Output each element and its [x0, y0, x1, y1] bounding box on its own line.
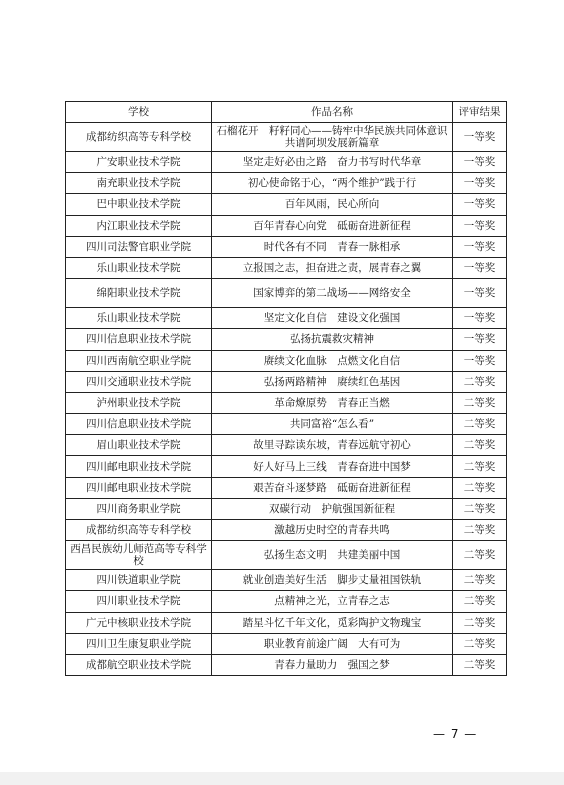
- awards-table: [65, 101, 507, 676]
- cell-school: 成都纺织高等专科学校: [66, 123, 212, 152]
- cell-result: 二等奖: [453, 591, 507, 612]
- cell-school: 四川交通职业技术学院: [66, 371, 212, 392]
- cell-work-title: 青春力量助力 强国之梦: [212, 654, 453, 675]
- table-row: [66, 520, 507, 541]
- cell-work-title: 艰苦奋斗逐梦路 砥砺奋进新征程: [212, 477, 453, 498]
- table-row: [66, 350, 507, 371]
- cell-work-title: 就业创造美好生活 脚步丈量祖国铁轨: [212, 570, 453, 591]
- table-row: [66, 371, 507, 392]
- cell-result: 一等奖: [453, 329, 507, 350]
- cell-work-title: 职业教育前途广阔 大有可为: [212, 633, 453, 654]
- table-row: [66, 329, 507, 350]
- table-row: [66, 456, 507, 477]
- table-row: [66, 194, 507, 215]
- cell-result: 二等奖: [453, 414, 507, 435]
- cell-result: 一等奖: [453, 279, 507, 308]
- header-result: 评审结果: [453, 102, 507, 123]
- table-row: [66, 633, 507, 654]
- cell-work-title: 赓续文化血脉 点燃文化自信: [212, 350, 453, 371]
- cell-work-title: 初心使命铭于心，“两个维护”践于行: [212, 173, 453, 194]
- cell-result: 二等奖: [453, 456, 507, 477]
- cell-school: 四川铁道职业学院: [66, 570, 212, 591]
- cell-work-title: 时代各有不同 青春一脉相承: [212, 236, 453, 257]
- table-row: [66, 152, 507, 173]
- table-row: [66, 236, 507, 257]
- cell-work-title: 弘扬生态文明 共建美丽中国: [212, 541, 453, 570]
- cell-work-title: 故里寻踪读东坡，青春远航守初心: [212, 435, 453, 456]
- cell-result: 一等奖: [453, 152, 507, 173]
- cell-school: 成都纺织高等专科学校: [66, 520, 212, 541]
- cell-result: 一等奖: [453, 123, 507, 152]
- cell-result: 二等奖: [453, 477, 507, 498]
- cell-school: 广元中核职业技术学院: [66, 612, 212, 633]
- cell-work-title: 革命燎原势 青春正当燃: [212, 392, 453, 413]
- cell-work-title: 点精神之光，立青春之志: [212, 591, 453, 612]
- cell-work-title: 踏星斗忆千年文化，觅彩陶护文物瑰宝: [212, 612, 453, 633]
- cell-school: 泸州职业技术学院: [66, 392, 212, 413]
- cell-work-title: 百年风雨，民心所向: [212, 194, 453, 215]
- cell-school: 四川司法警官职业学院: [66, 236, 212, 257]
- cell-school: 乐山职业技术学院: [66, 257, 212, 278]
- table-body: [66, 123, 507, 676]
- cell-school: 四川卫生康复职业学院: [66, 633, 212, 654]
- cell-result: 二等奖: [453, 435, 507, 456]
- cell-work-title: 共同富裕“怎么看”: [212, 414, 453, 435]
- table-row: [66, 215, 507, 236]
- table-row: [66, 279, 507, 308]
- table-row: [66, 654, 507, 675]
- cell-result: 一等奖: [453, 257, 507, 278]
- cell-result: 一等奖: [453, 173, 507, 194]
- cell-work-title: 立报国之志，担奋进之责，展青春之翼: [212, 257, 453, 278]
- table-row: [66, 570, 507, 591]
- table-row: [66, 541, 507, 570]
- cell-result: 一等奖: [453, 350, 507, 371]
- cell-result: 二等奖: [453, 541, 507, 570]
- cell-work-title: 好人好马上三线 青春奋进中国梦: [212, 456, 453, 477]
- cell-result: 一等奖: [453, 236, 507, 257]
- cell-result: 一等奖: [453, 194, 507, 215]
- table-row: [66, 173, 507, 194]
- cell-school: 巴中职业技术学院: [66, 194, 212, 215]
- cell-work-title: 双碳行动 护航强国新征程: [212, 498, 453, 519]
- cell-work-title: 激越历史时空的青春共鸣: [212, 520, 453, 541]
- cell-result: 二等奖: [453, 392, 507, 413]
- cell-school: 四川职业技术学院: [66, 591, 212, 612]
- cell-school: 四川信息职业技术学院: [66, 329, 212, 350]
- cell-school: 广安职业技术学院: [66, 152, 212, 173]
- cell-work-title: 坚定走好必由之路 奋力书写时代华章: [212, 152, 453, 173]
- table-header-row: [66, 102, 507, 123]
- table-row: [66, 123, 507, 152]
- cell-work-title: 百年青春心向党 砥砺奋进新征程: [212, 215, 453, 236]
- cell-school: 四川商务职业学院: [66, 498, 212, 519]
- cell-school: 四川信息职业技术学院: [66, 414, 212, 435]
- cell-result: 二等奖: [453, 371, 507, 392]
- header-school: 学校: [66, 102, 212, 123]
- cell-school: 四川西南航空职业学院: [66, 350, 212, 371]
- cell-work-title: 弘扬两路精神 赓续红色基因: [212, 371, 453, 392]
- table-row: [66, 392, 507, 413]
- cell-result: 二等奖: [453, 654, 507, 675]
- cell-work-title: 国家博弈的第二战场——网络安全: [212, 279, 453, 308]
- table-row: [66, 498, 507, 519]
- table-row: [66, 414, 507, 435]
- table-row: [66, 435, 507, 456]
- cell-result: 二等奖: [453, 498, 507, 519]
- table-row: [66, 477, 507, 498]
- table-row: [66, 612, 507, 633]
- cell-result: 二等奖: [453, 633, 507, 654]
- cell-result: 一等奖: [453, 215, 507, 236]
- table-row: [66, 591, 507, 612]
- cell-school: 眉山职业技术学院: [66, 435, 212, 456]
- cell-result: 二等奖: [453, 612, 507, 633]
- table-row: [66, 257, 507, 278]
- cell-school: 南充职业技术学院: [66, 173, 212, 194]
- cell-school: 绵阳职业技术学院: [66, 279, 212, 308]
- cell-work-title: 弘扬抗震救灾精神: [212, 329, 453, 350]
- cell-work-title: 坚定文化自信 建设文化强国: [212, 308, 453, 329]
- cell-school: 乐山职业技术学院: [66, 308, 212, 329]
- cell-result: 一等奖: [453, 308, 507, 329]
- cell-result: 二等奖: [453, 570, 507, 591]
- cell-school: 四川邮电职业技术学院: [66, 456, 212, 477]
- cell-school: 内江职业技术学院: [66, 215, 212, 236]
- cell-school: 成都航空职业技术学院: [66, 654, 212, 675]
- cell-result: 二等奖: [453, 520, 507, 541]
- cell-school: 四川邮电职业技术学院: [66, 477, 212, 498]
- cell-work-title: 石榴花开 籽籽同心——铸牢中华民族共同体意识 共谱阿坝发展新篇章: [212, 123, 453, 152]
- cell-school: 西昌民族幼儿师范高等专科学校: [66, 541, 212, 570]
- page-number: — 7 —: [433, 727, 478, 741]
- header-work-title: 作品名称: [212, 102, 453, 123]
- table-row: [66, 308, 507, 329]
